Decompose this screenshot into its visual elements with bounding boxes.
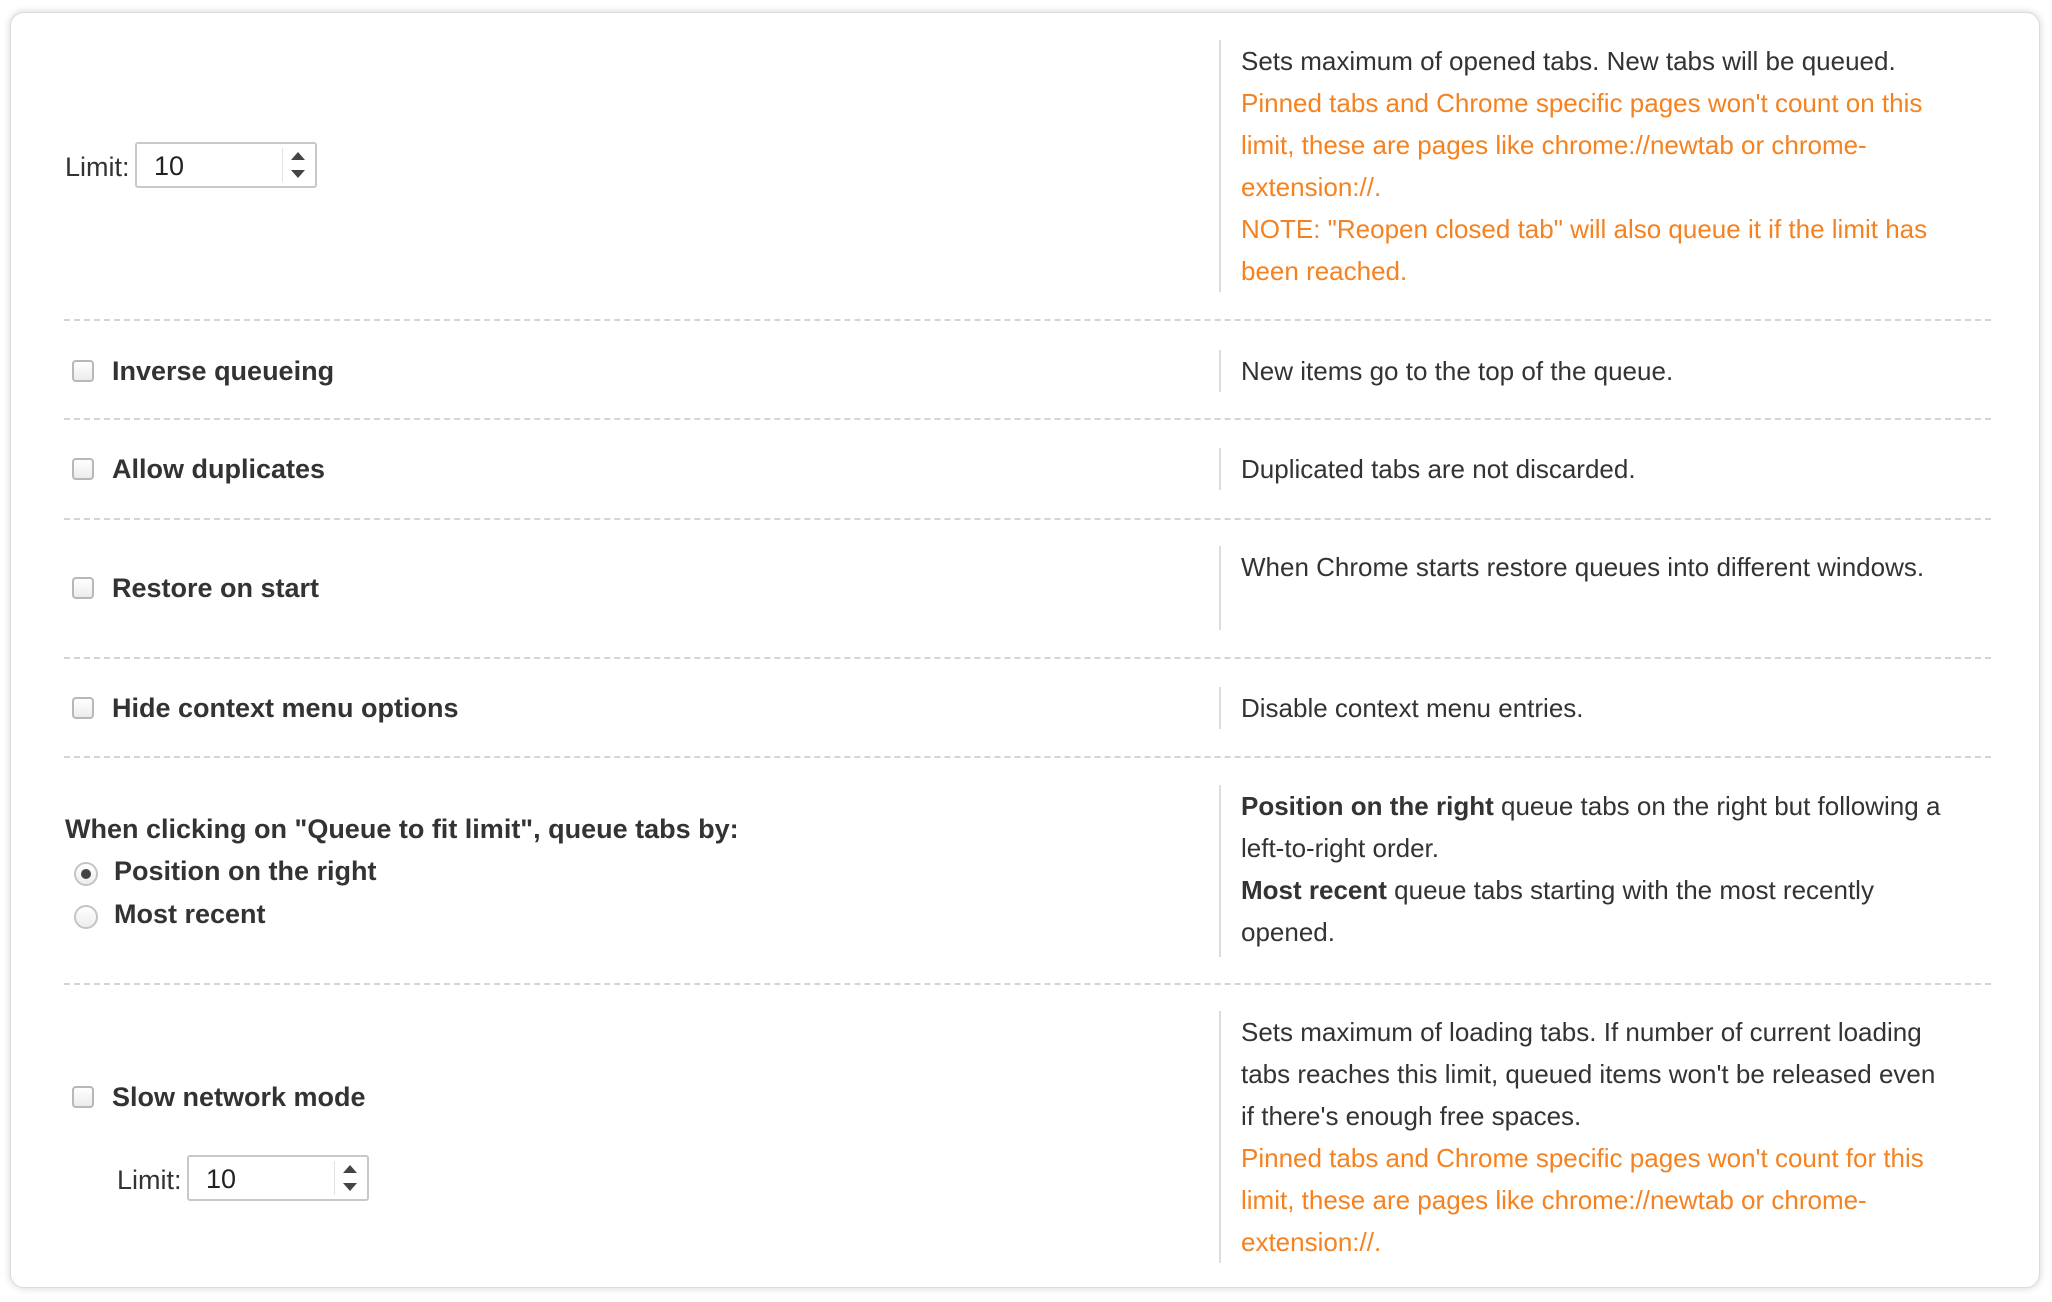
slow-network-limit-input[interactable]: [187, 1155, 369, 1201]
inverse-queueing-checkbox[interactable]: [72, 360, 94, 382]
slow-network-limit-spinner[interactable]: [334, 1161, 363, 1195]
allow-duplicates-checkbox[interactable]: [72, 458, 94, 480]
slow-network-desc-text: Sets maximum of loading tabs. If number of current loading tabs reaches this limit, queued items won't be released even if there's enough free spaces.: [1241, 1017, 1936, 1131]
restore-on-start-desc-text: When Chrome starts restore queues into different windows.: [1241, 552, 1925, 582]
restore-on-start-checkbox[interactable]: [72, 577, 94, 599]
radio-position-on-right-label[interactable]: Position on the right: [114, 856, 377, 886]
separator: [64, 319, 1991, 321]
spin-down-icon[interactable]: [343, 1183, 357, 1191]
slow-network-label[interactable]: Slow network mode: [112, 1082, 366, 1112]
limit-spinner[interactable]: [282, 148, 311, 182]
separator: [64, 657, 1991, 659]
inverse-queueing-desc-text: New items go to the top of the queue.: [1241, 356, 1674, 386]
desc-position-rest: queue tabs on the right but following a left-to-right order.: [1241, 791, 1941, 863]
inverse-queueing-description: [1219, 350, 1949, 392]
desc-position-bold: Position on the right: [1241, 791, 1494, 821]
hide-context-menu-description: [1219, 687, 1949, 729]
allow-duplicates-description: [1219, 448, 1949, 490]
slow-network-desc-pinned-note: Pinned tabs and Chrome specific pages won't count for this limit, these are pages like chrome://newtab or chrome-extension://.: [1241, 1143, 1924, 1257]
limit-input[interactable]: [135, 142, 317, 188]
slow-network-checkbox[interactable]: [72, 1086, 94, 1108]
spin-down-icon[interactable]: [291, 170, 305, 178]
restore-on-start-description: [1219, 546, 1949, 630]
limit-description: [1219, 40, 1949, 292]
radio-position-on-right[interactable]: [74, 862, 98, 886]
spin-up-icon[interactable]: [291, 152, 305, 160]
limit-label: Limit:: [65, 152, 130, 182]
limit-desc-reopen-note: NOTE: "Reopen closed tab" will also queue it if the limit has been reached.: [1241, 214, 1928, 286]
desc-recent-rest: queue tabs starting with the most recently opened.: [1241, 875, 1874, 947]
allow-duplicates-label[interactable]: Allow duplicates: [112, 454, 326, 484]
separator: [64, 983, 1991, 985]
limit-value: 10: [154, 151, 185, 181]
slow-network-limit-label: Limit:: [117, 1165, 182, 1195]
slow-network-limit-value: 10: [206, 1164, 237, 1194]
radio-selected-dot: [81, 869, 91, 879]
queue-order-description: [1219, 785, 1949, 957]
separator: [64, 518, 1991, 520]
radio-most-recent[interactable]: [74, 905, 98, 929]
queue-order-desc-position: [1241, 785, 1949, 869]
slow-network-description: [1219, 1011, 1949, 1263]
hide-context-menu-label[interactable]: Hide context menu options: [112, 693, 459, 723]
limit-desc-pinned-note: Pinned tabs and Chrome specific pages won't count on this limit, these are pages like chrome://newtab or chrome-extension://.: [1241, 88, 1923, 202]
queue-order-heading: When clicking on "Queue to fit limit", queue tabs by:: [65, 814, 739, 844]
separator: [64, 418, 1991, 420]
desc-recent-bold: Most recent: [1241, 875, 1387, 905]
restore-on-start-label[interactable]: Restore on start: [112, 573, 320, 603]
radio-most-recent-label[interactable]: Most recent: [114, 899, 266, 929]
limit-desc-text: Sets maximum of opened tabs. New tabs will be queued.: [1241, 46, 1896, 76]
queue-order-desc-recent: [1241, 869, 1949, 953]
inverse-queueing-label[interactable]: Inverse queueing: [112, 356, 335, 386]
allow-duplicates-desc-text: Duplicated tabs are not discarded.: [1241, 454, 1636, 484]
separator: [64, 756, 1991, 758]
spin-up-icon[interactable]: [343, 1165, 357, 1173]
hide-context-menu-desc-text: Disable context menu entries.: [1241, 693, 1584, 723]
hide-context-menu-checkbox[interactable]: [72, 697, 94, 719]
